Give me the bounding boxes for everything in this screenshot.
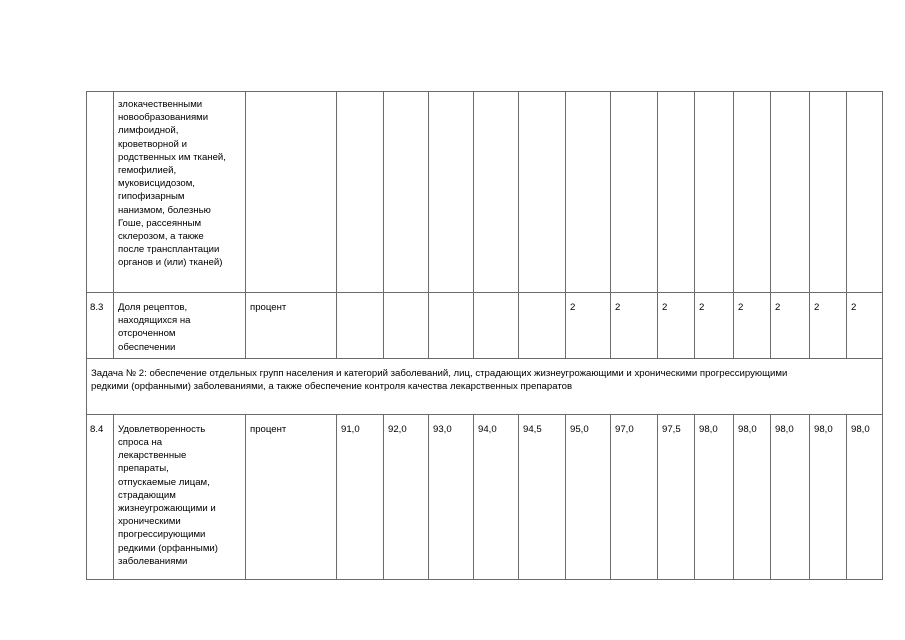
- value-cell: 2: [734, 293, 771, 359]
- value-cell: 94,5: [519, 414, 566, 579]
- value-cell: [810, 92, 847, 293]
- value-cell: 93,0: [429, 414, 474, 579]
- value-cell: [474, 293, 519, 359]
- table-row: [87, 414, 883, 579]
- value-cell: 98,0: [771, 414, 810, 579]
- value-cell: 98,0: [810, 414, 847, 579]
- value-cell: [519, 293, 566, 359]
- table-row: [87, 92, 883, 293]
- unit-cell: [246, 92, 337, 293]
- value-cell: [429, 293, 474, 359]
- value-cell: 97,0: [611, 414, 658, 579]
- value-cell: [847, 92, 883, 293]
- value-cell: [771, 92, 810, 293]
- value-cell: [695, 92, 734, 293]
- value-cell: [658, 92, 695, 293]
- value-cell: [734, 92, 771, 293]
- value-cell: 92,0: [384, 414, 429, 579]
- indicator-name-cell: Удовлетворенность спроса на лекарственные препараты, отпускаемые лицам, страдающим жизнеугрожающими и хроническими прогрессирующими редкими (орфанными) заболеваниями: [114, 414, 246, 579]
- row-number-cell: 8.4: [87, 414, 114, 579]
- unit-cell: процент: [246, 414, 337, 579]
- unit-cell: процент: [246, 293, 337, 359]
- task-heading-cell: Задача № 2: обеспечение отдельных групп населения и категорий заболеваний, лиц, страдающих жизнеугрожающими и хроническими прогрессирующими редкими (орфанными) заболеваниями, а также обеспечение контроля качества лекарственных препаратов: [87, 358, 883, 414]
- value-cell: 98,0: [695, 414, 734, 579]
- indicators-table: [86, 91, 883, 580]
- value-cell: [519, 92, 566, 293]
- value-cell: [384, 92, 429, 293]
- row-number-cell: 8.3: [87, 293, 114, 359]
- value-cell: 2: [771, 293, 810, 359]
- value-cell: 95,0: [566, 414, 611, 579]
- value-cell: 98,0: [734, 414, 771, 579]
- value-cell: [566, 92, 611, 293]
- value-cell: [611, 92, 658, 293]
- value-cell: [337, 293, 384, 359]
- row-number-cell: [87, 92, 114, 293]
- indicator-name-cell: злокачественными новообразованиями лимфоидной, кроветворной и родственных им тканей, гемофилией, муковисцидозом, гипофизарным нанизмом, болезнью Гоше, рассеянным склерозом, а также после трансплантации органов и (или) тканей): [114, 92, 246, 293]
- value-cell: 2: [695, 293, 734, 359]
- table-row: [87, 293, 883, 359]
- table-row: [87, 358, 883, 414]
- value-cell: 2: [810, 293, 847, 359]
- value-cell: [384, 293, 429, 359]
- indicator-name-cell: Доля рецептов, находящихся на отсроченном обеспечении: [114, 293, 246, 359]
- value-cell: [474, 92, 519, 293]
- value-cell: [337, 92, 384, 293]
- value-cell: 97,5: [658, 414, 695, 579]
- value-cell: 2: [658, 293, 695, 359]
- value-cell: 2: [847, 293, 883, 359]
- value-cell: 2: [566, 293, 611, 359]
- value-cell: [429, 92, 474, 293]
- value-cell: 98,0: [847, 414, 883, 579]
- value-cell: 91,0: [337, 414, 384, 579]
- value-cell: 94,0: [474, 414, 519, 579]
- value-cell: 2: [611, 293, 658, 359]
